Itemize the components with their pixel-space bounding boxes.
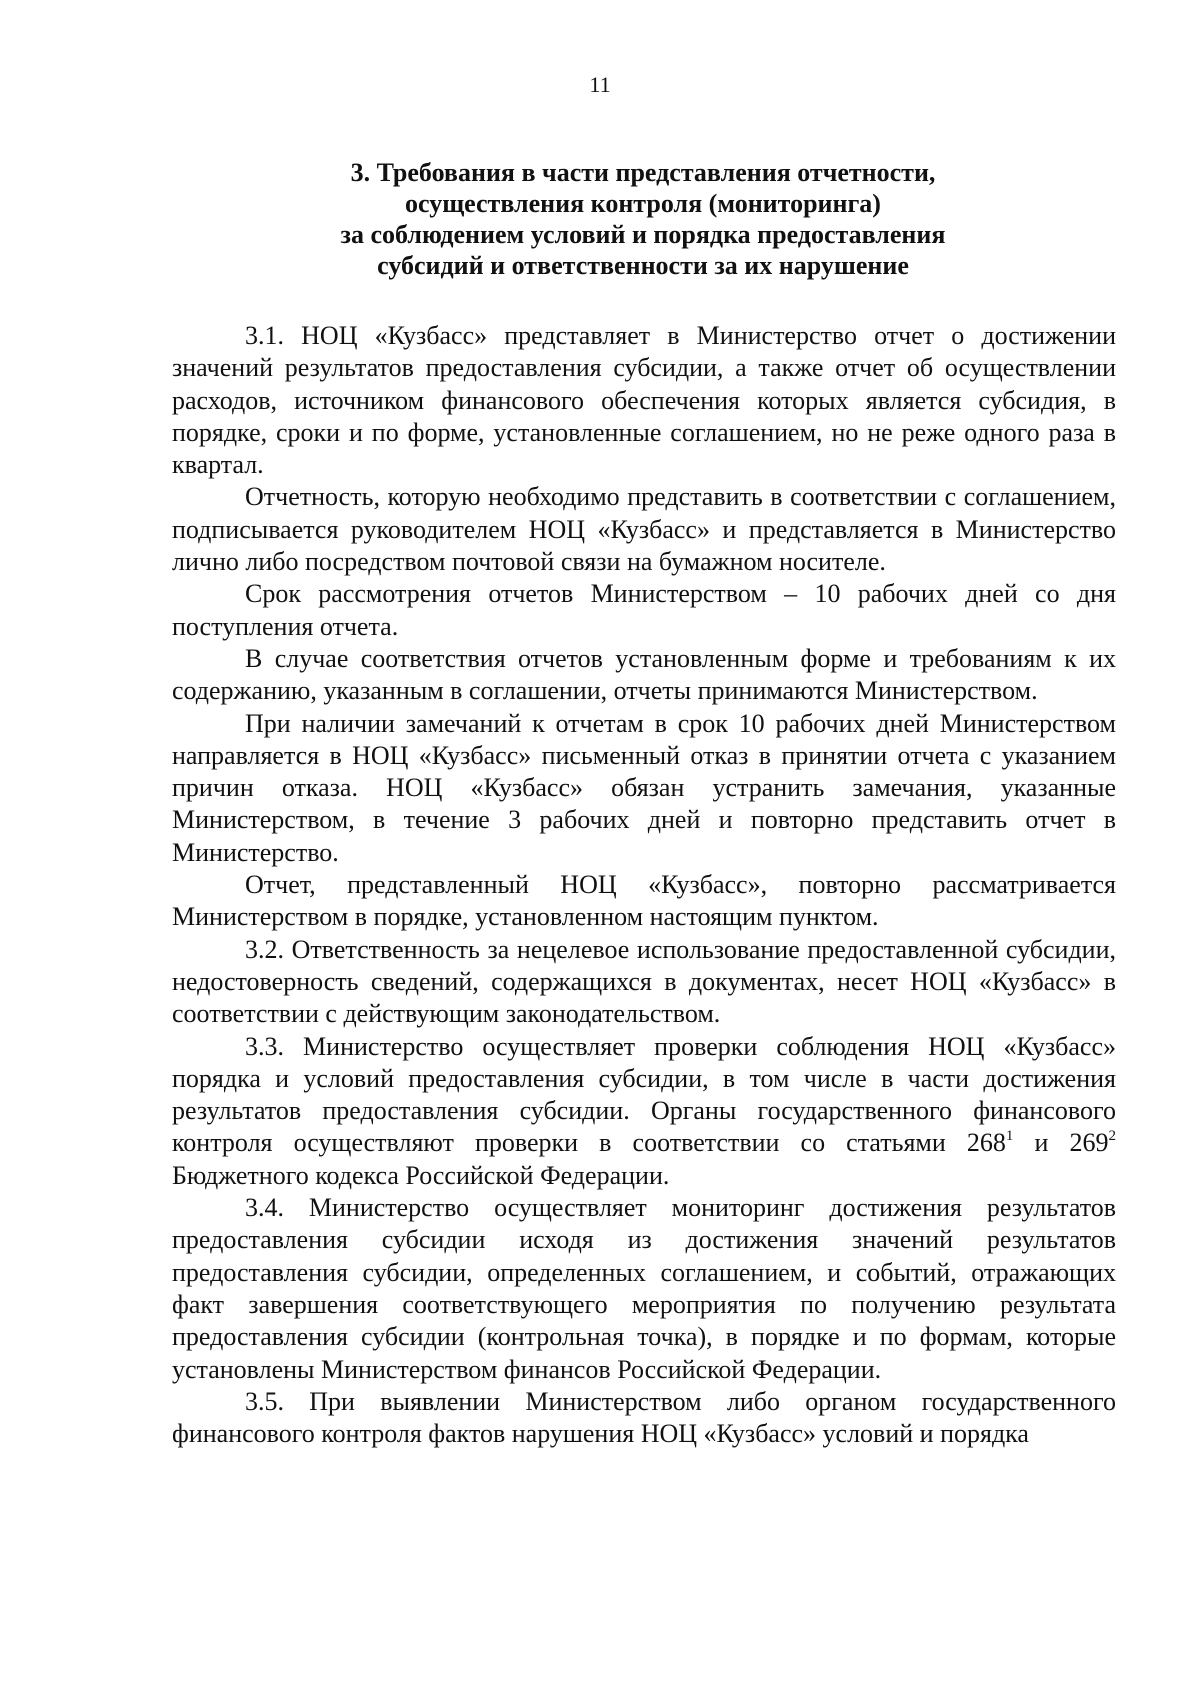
paragraph-3-5: 3.5. При выявлении Министерством либо органом государственного финансового контроля фактов нарушения НОЦ «Кузбасс» условий и порядка xyxy=(172,1386,1116,1449)
paragraph-3-3 xyxy=(172,1031,1116,1192)
page-number: 11 xyxy=(589,72,611,97)
paragraph-3-3-text: 3.3. Министерство осуществляет проверки соблюдения НОЦ «Кузбасс» порядка и условий предоставления субсидии, в том числе в части достижения результатов предоставления субсидии. Органы государственного финансового контроля осуществляют проверки в соответствии со статьями 268 xyxy=(172,1031,1116,1158)
paragraph-3-3-text: и 269 xyxy=(1013,1128,1109,1158)
section-heading xyxy=(170,157,1116,281)
document-body xyxy=(172,320,1116,1450)
footnote-superscript: 2 xyxy=(1108,1127,1116,1144)
footnote-superscript: 1 xyxy=(1005,1127,1014,1144)
paragraph-3-4: 3.4. Министерство осуществляет мониторинг достижения результатов предоставления субсидии исходя из достижения значений результатов предоставления субсидии, определенных соглашением, и событий, отражающих факт завершения соответствующего мероприятия по получению результата предоставления субсидии (контрольная точка), в порядке и по формам, которые установлены Министерством финансов Российской Федерации. xyxy=(172,1193,1116,1384)
section-heading-line: за соблюдением условий и порядка предоставления xyxy=(340,220,946,249)
section-heading-line: осуществления контроля (мониторинга) xyxy=(405,189,881,218)
paragraph-report-resubmission: Отчет, представленный НОЦ «Кузбасс», повторно рассматривается Министерством в порядке, установленном настоящим пунктом. xyxy=(172,870,1116,932)
paragraph-review-period: Срок рассмотрения отчетов Министерством – 10 рабочих дней со дня поступления отчета. xyxy=(172,579,1116,641)
section-heading-line: 3. Требования в части представления отчетности, xyxy=(350,158,936,187)
paragraph-reporting-signature: Отчетность, которую необходимо представить в соответствии с соглашением, подписывается руководителем НОЦ «Кузбасс» и представляется в Министерство лично либо посредством почтовой связи на бумажном носителе. xyxy=(172,482,1116,577)
paragraph-3-1: 3.1. НОЦ «Кузбасс» представляет в Министерство отчет о достижении значений результатов предоставления субсидии, а также отчет об осуществлении расходов, источником финансового обеспечения которых является субсидия, в порядке, сроки и по форме, установленные соглашением, но не реже одного раза в квартал. xyxy=(172,321,1116,480)
paragraph-report-remarks: При наличии замечаний к отчетам в срок 10 рабочих дней Министерством направляется в НОЦ «Кузбасс» письменный отказ в принятии отчета с указанием причин отказа. НОЦ «Кузбасс» обязан устранить замечания, указанные Министерством, в течение 3 рабочих дней и повторно представить отчет в Министерство. xyxy=(172,708,1116,867)
paragraph-3-2: 3.2. Ответственность за нецелевое использование предоставленной субсидии, недостоверность сведений, содержащихся в документах, несет НОЦ «Кузбасс» в соответствии с действующим законодательством. xyxy=(172,934,1116,1029)
paragraph-report-acceptance: В случае соответствия отчетов установленным форме и требованиям к их содержанию, указанным в соглашении, отчеты принимаются Министерством. xyxy=(172,643,1116,706)
paragraph-3-3-text: Бюджетного кодекса Российской Федерации. xyxy=(172,1160,670,1190)
section-heading-line: субсидий и ответственности за их нарушение xyxy=(377,251,909,280)
